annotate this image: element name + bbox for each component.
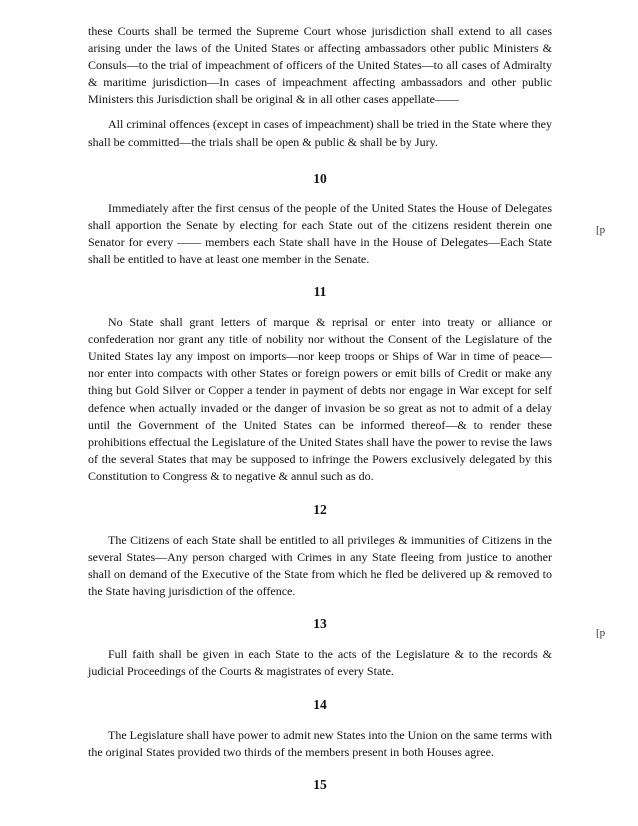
section-heading-11: 11 — [313, 284, 327, 300]
paragraph-criminal-trials: All criminal offences (except in cases of impeachment) shall be tried in the State where they shall be committed—the trials shall be open & public & shall be by Jury. — [88, 117, 552, 149]
margin-page-mark: [p — [596, 224, 606, 236]
margin-page-mark: [p — [596, 627, 606, 639]
paragraph-supreme-court-jurisdiction: these Courts shall be termed the Supreme Court whose jurisdiction shall extend to all cases arising under the laws of the United States or affecting ambassadors other public Ministers & Consuls—to the trial of impeachment of officers of the United States—to all cases of Admiralty & maritime jurisdiction—In cases of impeachment affecting ambassadors and other public Ministers this Jurisdiction shall be original & in all other cases appellate—— — [88, 24, 552, 107]
section-heading-15: 15 — [313, 776, 327, 792]
section-heading-10: 10 — [313, 170, 327, 186]
paragraph-section-10: Immediately after the first census of the people of the United States the House of Delegates shall apportion the Senate by electing for each State out of the citizens resident therein one Senator for every —— members each State shall have in the House of Delegates—Each State shall be entitled to have at least one member in the Senate. — [88, 200, 552, 266]
document-body — [88, 23, 552, 793]
section-heading-13: 13 — [313, 616, 327, 632]
section-heading-14: 14 — [313, 696, 327, 712]
paragraph-section-12: The Citizens of each State shall be entitled to all privileges & immunities of Citizens in the several States—Any person charged with Crimes in any State fleeing from justice to another shall on demand of the Executive of the State from which he fled be delivered up & removed to the State having jurisdiction of the offence. — [88, 532, 552, 599]
paragraph-section-11: No State shall grant letters of marque & reprisal or enter into treaty or alliance or confederation nor grant any title of nobility nor without the Consent of the Legislature of the United States lay any impost on imports—nor keep troops or Ships of War in time of peace—nor enter into compacts with other States or foreign powers or emit bills of Credit or make any thing but Gold Silver or Copper a tender in payment of debts nor engage in War except for self defence when actually invaded or the danger of invasion be so great as not to admit of a delay until the Government of the United States can be informed thereof—& to render these prohibitions effectual the Legislature of the United States shall have the power to revise the laws of the several States that may be supposed to infringe the Powers exclusively delegated by this Constitution to Congress & to negative & annul such as do. — [88, 315, 552, 483]
paragraph-section-14: The Legislature shall have power to admit new States into the Union on the same terms with the original States provided two thirds of the members present in both Houses agree. — [88, 727, 552, 759]
section-heading-12: 12 — [313, 501, 327, 517]
paragraph-section-13: Full faith shall be given in each State to the acts of the Legislature & to the records & judicial Proceedings of the Courts & magistrates of every State. — [88, 647, 552, 679]
